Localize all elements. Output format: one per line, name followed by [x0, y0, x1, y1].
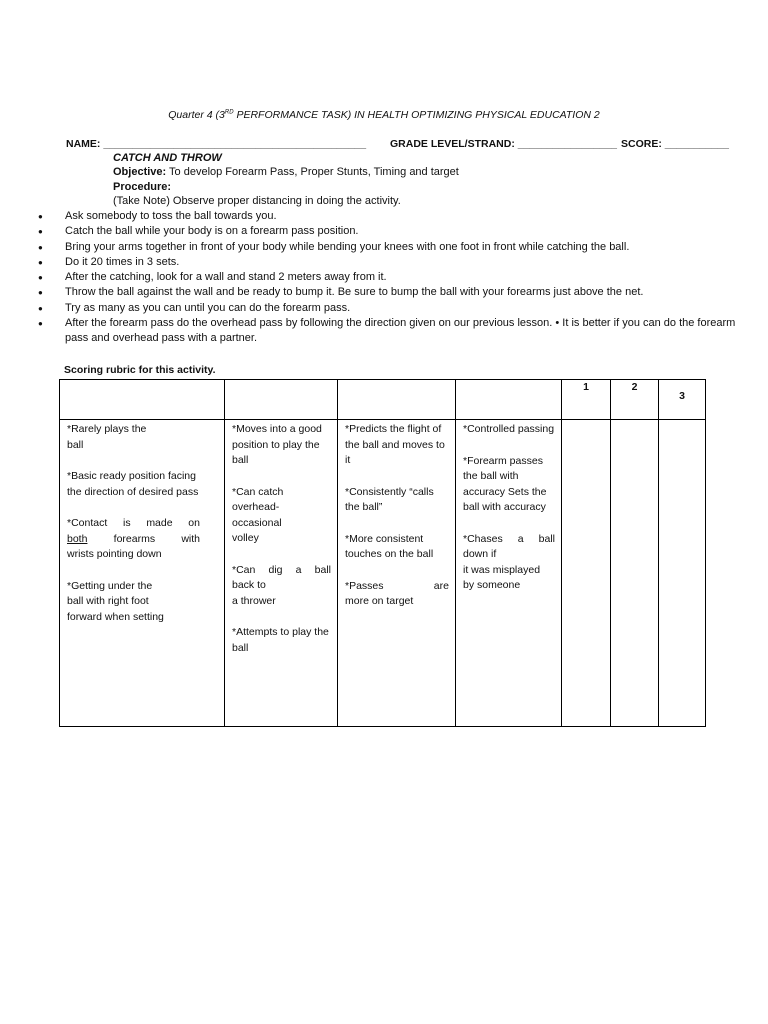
- rubric-header-row: [60, 380, 706, 420]
- objective-text: To develop Forearm Pass, Proper Stunts, Timing and target: [166, 166, 459, 178]
- header-cell-empty: [338, 380, 456, 420]
- criterion-text: *More consistent touches on the ball: [345, 532, 434, 560]
- criterion-text: wrists pointing down: [67, 548, 162, 560]
- criterion-text: by someone: [463, 579, 521, 591]
- criterion-text: volley: [232, 532, 259, 544]
- criterion-text: *Controlled passing: [463, 423, 555, 435]
- criterion-text: *Predicts the flight of the ball and moves to it: [345, 423, 445, 466]
- rubric-criteria-col2: [225, 420, 338, 727]
- header-cell-empty: [225, 380, 338, 420]
- rubric-criteria-col3: [338, 420, 456, 727]
- score-header-1: 1: [562, 380, 611, 420]
- list-item: ● Do it 20 times in 3 sets.: [38, 255, 753, 270]
- rubric-criteria-col1: [60, 420, 225, 727]
- score-header-3: 3: [659, 380, 706, 420]
- criterion-text: *Can catch: [232, 485, 284, 498]
- objective-label: Objective:: [113, 166, 167, 178]
- criterion-text: *Basic ready position facing the direction of desired pass: [67, 470, 199, 498]
- title-superscript: RD: [224, 109, 234, 116]
- criterion-text: forward when setting: [67, 610, 164, 623]
- criterion-text-underlined: both: [67, 532, 88, 545]
- header-cell-empty: [456, 380, 562, 420]
- activity-title: CATCH AND THROW: [113, 152, 222, 164]
- criterion-text: *Contact is made on: [67, 517, 200, 529]
- criterion-text: *Moves into a good position to play the ball: [232, 423, 322, 466]
- list-item: ● Try as many as you can until you can do the forearm pass.: [38, 301, 753, 316]
- list-item: ● After the catching, look for a wall and stand 2 meters away from it.: [38, 270, 753, 285]
- criterion-text: *Passes are: [345, 579, 449, 592]
- criterion-text: ball with right foot: [67, 595, 149, 607]
- criterion-text: forearms with: [87, 532, 200, 545]
- list-item: ● Ask somebody to toss the ball towards you.: [38, 209, 753, 224]
- criterion-text: down if: [463, 548, 497, 560]
- criterion-text: *Forearm passes the ball with accuracy Sets the ball with accuracy: [463, 454, 547, 513]
- criterion-text: *Consistently “calls the ball”: [345, 485, 434, 513]
- criterion-text: ball: [67, 438, 84, 451]
- list-item: ● Bring your arms together in front of your body while bending your knees with one foot in front while catching the ball.: [38, 240, 753, 255]
- procedure-label: Procedure:: [113, 181, 172, 193]
- list-item: ● Throw the ball against the wall and be ready to bump it. Be sure to bump the ball with your forearms just above the net.: [38, 285, 753, 300]
- criterion-text: overhead-: [232, 501, 280, 513]
- score-cell-1[interactable]: [562, 420, 611, 727]
- criterion-text: *Can dig a ball: [232, 563, 331, 576]
- criterion-text: it was misplayed: [463, 563, 541, 576]
- rubric-body-row: [60, 420, 706, 727]
- score-header-2: 2: [611, 380, 659, 420]
- score-field[interactable]: SCORE: ___________: [621, 138, 729, 150]
- list-item: ● Catch the ball while your body is on a forearm pass position.: [38, 224, 753, 239]
- page-title: [0, 109, 768, 121]
- rubric-criteria-col4: [456, 420, 562, 727]
- list-item: ● After the forearm pass do the overhead pass by following the direction given on our previous lesson. • It is better if you can do the forearm pass and overhead pass with a partner.: [38, 316, 753, 347]
- criterion-text: *Getting under the: [67, 579, 153, 592]
- objective-line: [113, 166, 459, 178]
- criterion-text: more on target: [345, 595, 414, 607]
- criterion-text: *Rarely plays the: [67, 423, 147, 435]
- procedure-steps: [38, 209, 753, 347]
- scoring-rubric-table: [59, 379, 706, 727]
- criterion-text: a thrower: [232, 594, 276, 607]
- criterion-text: occasional: [232, 516, 282, 529]
- criterion-text: *Attempts to play the ball: [232, 626, 329, 654]
- grade-level-field[interactable]: GRADE LEVEL/STRAND: _________________: [390, 138, 618, 150]
- title-suffix: PERFORMANCE TASK) IN HEALTH OPTIMIZING PHYSICAL EDUCATION 2: [233, 109, 600, 121]
- score-cell-3[interactable]: [659, 420, 706, 727]
- procedure-note: (Take Note) Observe proper distancing in doing the activity.: [113, 195, 401, 207]
- title-prefix: Quarter 4 (3: [168, 109, 225, 121]
- criterion-text: *Chases a ball: [463, 532, 555, 545]
- name-field[interactable]: NAME: _____________________________________________: [66, 138, 367, 150]
- score-cell-2[interactable]: [611, 420, 659, 727]
- rubric-title: Scoring rubric for this activity.: [64, 364, 216, 376]
- criterion-text: back to: [232, 579, 266, 591]
- header-cell-empty: [60, 380, 225, 420]
